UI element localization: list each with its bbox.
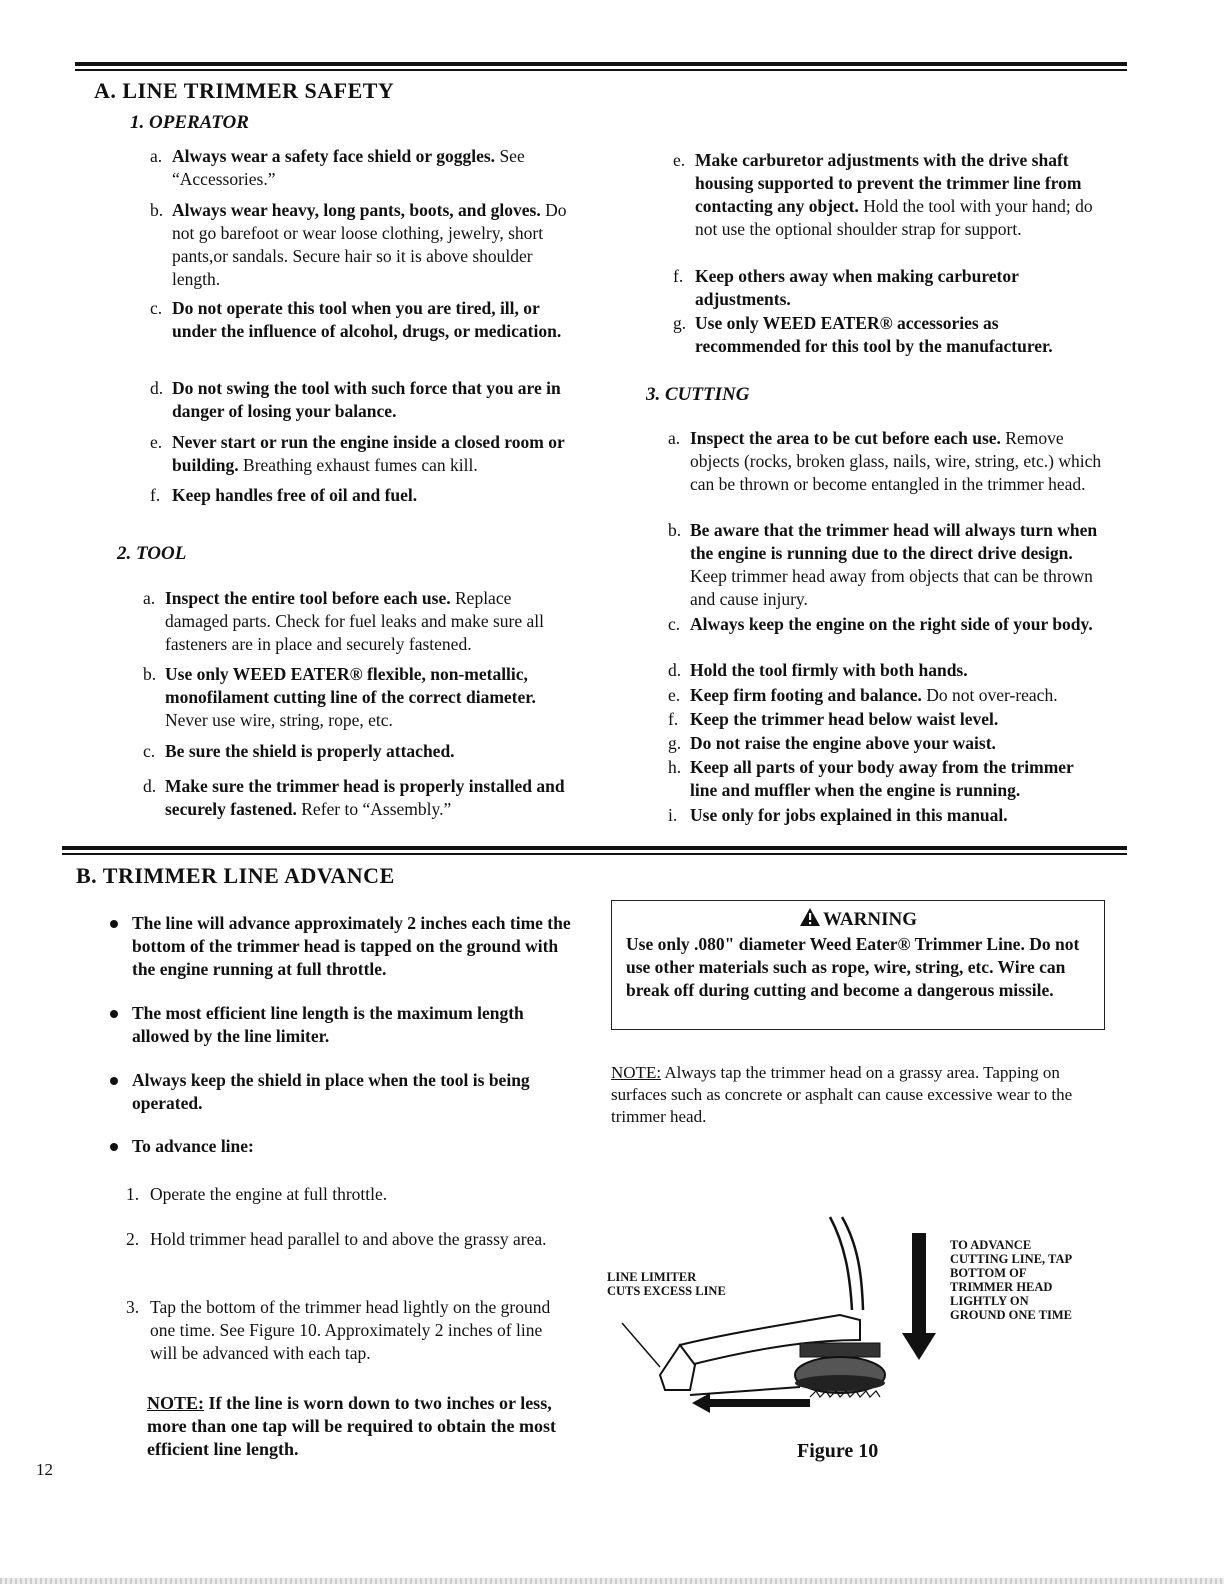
bullet-item xyxy=(132,1135,572,1158)
note-right-text: Always tap the trimmer head on a grassy area. Tapping on surfaces such as concrete or asphalt can cause excessive wear to the trimmer head. xyxy=(611,1063,1073,1126)
item-label: a. xyxy=(143,588,156,608)
item-text: Breathing exhaust fumes can kill. xyxy=(238,455,478,475)
note-right xyxy=(611,1062,1105,1128)
page-number: 12 xyxy=(36,1460,53,1479)
item-text: Never use wire, string, rope, etc. xyxy=(165,710,393,730)
list-item xyxy=(668,613,1102,636)
step-text: Operate the engine at full throttle. xyxy=(150,1184,388,1204)
step-number: 1. xyxy=(126,1184,140,1204)
item-label: b. xyxy=(668,520,682,540)
list-item xyxy=(668,659,1102,682)
note-right-label: NOTE: xyxy=(611,1063,662,1082)
item-bold-text: Inspect the area to be cut before each use. xyxy=(690,428,1001,448)
item-label: g. xyxy=(673,313,687,333)
bullet-text: The line will advance approximately 2 inches each time the bottom of the trimmer head is tapped on the ground with the engine running at full throttle. xyxy=(132,913,571,979)
list-item xyxy=(673,149,1103,241)
list-item xyxy=(143,587,575,656)
list-item xyxy=(150,431,584,477)
middle-rule-thick xyxy=(62,846,1127,850)
item-bold-text: Keep all parts of your body away from the trimmer line and muffler when the engine is running. xyxy=(690,757,1074,800)
item-bold-text: Make sure the trimmer head is properly installed and securely fastened. xyxy=(165,776,565,819)
step-item xyxy=(126,1228,568,1251)
figure-caption: Figure 10 xyxy=(797,1440,879,1462)
item-bold-text: Never start or run the engine inside a closed room or building. xyxy=(172,432,565,475)
item-label: h. xyxy=(668,757,682,777)
bullet-text: Always keep the shield in place when the tool is being operated. xyxy=(132,1070,530,1113)
item-bold-text: Keep others away when making carburetor adjustments. xyxy=(695,266,1019,309)
item-bold-text: Do not operate this tool when you are tired, ill, or under the influence of alcohol, drugs, or medication. xyxy=(172,298,562,341)
item-label: e. xyxy=(668,685,681,705)
tool-heading: 2. TOOL xyxy=(117,543,187,564)
list-item xyxy=(143,775,575,821)
bullet-item xyxy=(132,1002,572,1048)
warning-title-row xyxy=(612,907,1104,931)
list-item xyxy=(668,684,1102,707)
down-arrow-head xyxy=(902,1333,936,1360)
list-item xyxy=(150,377,584,423)
item-label: c. xyxy=(668,614,681,634)
list-item xyxy=(150,145,584,191)
item-label: d. xyxy=(668,660,682,680)
bullet-text: The most efficient line length is the maximum length allowed by the line limiter. xyxy=(132,1003,524,1046)
list-item xyxy=(143,663,575,732)
list-item xyxy=(673,312,1103,358)
list-item xyxy=(143,740,575,763)
step-number: 3. xyxy=(126,1297,140,1317)
item-bold-text: Make carburetor adjustments with the drive shaft housing supported to prevent the trimmer line from contacting any object. xyxy=(695,150,1082,216)
down-arrow-shaft xyxy=(912,1233,926,1333)
trimmer-head-bottom xyxy=(795,1375,885,1391)
list-item xyxy=(668,708,1102,731)
limiter-pointer xyxy=(622,1323,660,1367)
bullet-dot-icon xyxy=(110,1010,118,1018)
item-label: a. xyxy=(150,146,163,166)
item-label: b. xyxy=(143,664,157,684)
note-left-text: If the line is worn down to two inches or less, more than one tap will be required to obtain the most efficient line length. xyxy=(147,1393,557,1459)
item-bold-text: Inspect the entire tool before each use. xyxy=(165,588,451,608)
item-bold-text: Do not raise the engine above your waist. xyxy=(690,733,996,753)
trimmer-head-top xyxy=(800,1343,880,1357)
note-left-label: NOTE: xyxy=(147,1393,205,1413)
item-label: a. xyxy=(668,428,681,448)
list-item xyxy=(150,484,584,507)
item-label: c. xyxy=(150,298,163,318)
list-item xyxy=(673,265,1103,311)
step-number: 2. xyxy=(126,1229,140,1249)
item-label: c. xyxy=(143,741,156,761)
warning-box xyxy=(611,900,1105,1030)
list-item xyxy=(668,804,1102,827)
item-text: Keep trimmer head away from objects that can be thrown and cause injury. xyxy=(690,566,1093,609)
bullet-item xyxy=(132,1069,572,1115)
operator-heading: 1. OPERATOR xyxy=(130,112,249,133)
step-item xyxy=(126,1183,568,1206)
list-item xyxy=(668,756,1102,802)
item-label: e. xyxy=(673,150,686,170)
item-text: Hold the tool with your hand; do not use the optional shoulder strap for support. xyxy=(695,196,1093,239)
item-bold-text: Use only WEED EATER® accessories as recommended for this tool by the manufacturer. xyxy=(695,313,1053,356)
item-bold-text: Keep firm footing and balance. xyxy=(690,685,922,705)
item-bold-text: Be sure the shield is properly attached. xyxy=(165,741,455,761)
list-item xyxy=(668,732,1102,755)
step-item xyxy=(126,1296,568,1365)
item-bold-text: Always wear a safety face shield or goggles. xyxy=(172,146,496,166)
bullet-dot-icon xyxy=(110,1077,118,1085)
item-bold-text: Always wear heavy, long pants, boots, and gloves. xyxy=(172,200,541,220)
item-text: Refer to “Assembly.” xyxy=(296,799,452,819)
item-label: f. xyxy=(150,485,161,505)
item-label: b. xyxy=(150,200,164,220)
figure-label-left: LINE LIMITER CUTS EXCESS LINE xyxy=(607,1270,726,1298)
figure-label-right: TO ADVANCE CUTTING LINE, TAP BOTTOM OF TRIMMER HEAD LIGHTLY ON GROUND ONE TIME xyxy=(950,1238,1073,1322)
trimmer-illustration xyxy=(620,1215,980,1415)
item-text: Do not over-reach. xyxy=(921,685,1058,705)
top-rule-thin xyxy=(75,69,1127,71)
motion-arrow-head xyxy=(692,1393,710,1413)
middle-rule-thin xyxy=(62,853,1127,855)
section-a-title: A. LINE TRIMMER SAFETY xyxy=(94,78,395,103)
item-bold-text: Be aware that the trimmer head will always turn when the engine is running due to the direct drive design. xyxy=(690,520,1098,563)
item-bold-text: Hold the tool firmly with both hands. xyxy=(690,660,968,680)
bullet-text: To advance line: xyxy=(132,1136,254,1156)
item-text: Remove objects (rocks, broken glass, nails, wire, string, etc.) which can be thrown or become entangled in the trimmer head. xyxy=(690,428,1102,494)
step-text: Tap the bottom of the trimmer head lightly on the ground one time. See Figure 10. Approximately 2 inches of line will be advanced with each tap. xyxy=(150,1297,551,1363)
warning-title: WARNING xyxy=(823,909,917,930)
bullet-dot-icon xyxy=(110,1143,118,1151)
item-label: d. xyxy=(143,776,157,796)
scan-edge xyxy=(0,1578,1224,1584)
note-left xyxy=(147,1392,565,1461)
list-item xyxy=(668,427,1102,496)
item-bold-text: Keep handles free of oil and fuel. xyxy=(172,485,418,505)
item-text: Replace damaged parts. Check for fuel leaks and make sure all fasteners are in place and securely fastened. xyxy=(165,588,545,654)
item-bold-text: Keep the trimmer head below waist level. xyxy=(690,709,999,729)
list-item xyxy=(668,519,1102,611)
section-b-title: B. TRIMMER LINE ADVANCE xyxy=(76,863,395,888)
item-bold-text: Use only WEED EATER® flexible, non-metallic, monofilament cutting line of the correct diameter. xyxy=(165,664,536,707)
list-item xyxy=(150,199,584,291)
cutting-heading: 3. CUTTING xyxy=(646,384,750,405)
item-label: e. xyxy=(150,432,163,452)
item-bold-text: Use only for jobs explained in this manual. xyxy=(690,805,1008,825)
item-label: f. xyxy=(668,709,679,729)
step-text: Hold trimmer head parallel to and above the grassy area. xyxy=(150,1229,547,1249)
bullet-item xyxy=(132,912,572,981)
item-bold-text: Always keep the engine on the right side of your body. xyxy=(690,614,1093,634)
item-text: Do not go barefoot or wear loose clothing, jewelry, short pants,or sandals. Secure hair so it is above shoulder length. xyxy=(172,200,567,289)
item-label: d. xyxy=(150,378,164,398)
shaft-outline xyxy=(842,1217,863,1310)
item-label: i. xyxy=(668,805,678,825)
item-bold-text: Do not swing the tool with such force that you are in danger of losing your balance. xyxy=(172,378,561,421)
item-label: g. xyxy=(668,733,682,753)
bullet-dot-icon xyxy=(110,920,118,928)
item-label: f. xyxy=(673,266,684,286)
trimmer-line xyxy=(690,1387,800,1395)
warning-text: Use only .080" diameter Weed Eater® Trimmer Line. Do not use other materials such as rope, wire, string, etc. Wire can break off during cutting and become a dangerous missile. xyxy=(626,934,1080,1000)
list-item xyxy=(150,297,584,343)
item-text: See “Accessories.” xyxy=(172,146,525,189)
top-rule-thick xyxy=(75,62,1127,66)
warning-triangle-icon xyxy=(799,907,821,927)
